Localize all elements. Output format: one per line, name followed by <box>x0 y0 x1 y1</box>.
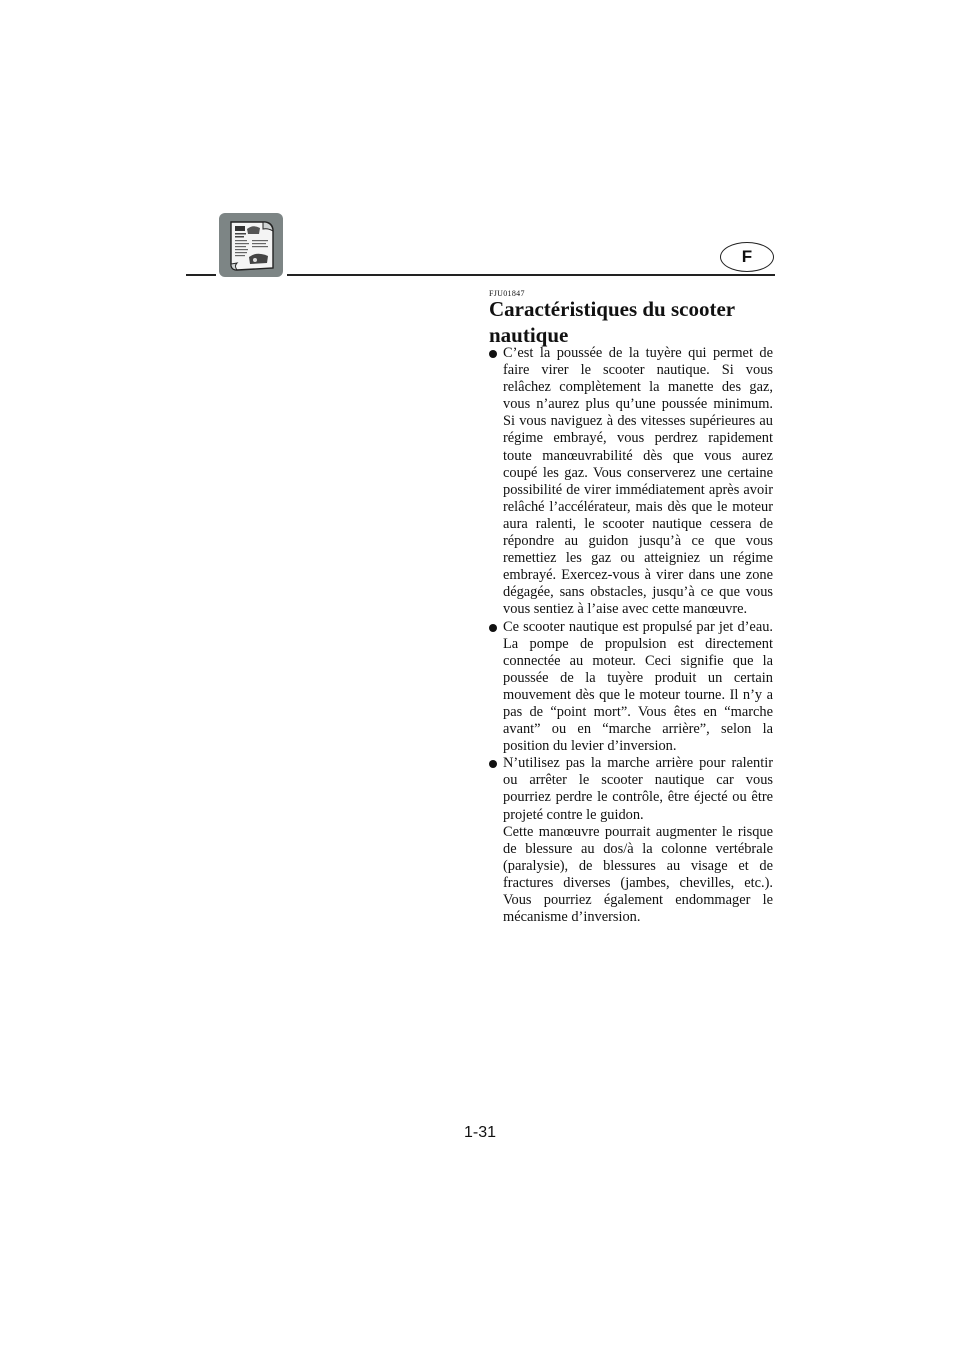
list-item-text: Ce scooter nautique est propulsé par jet d’eau. La pompe de propulsion est directement connectée au moteur. Ceci signifie que la poussée de la tuyère produit un certain mouvement dès que le moteur tourne. Il n’y a pas de “point mort”. Vous êtes en “marche avant” ou en “marche arrière”, selon la position du levier d’inversion. <box>503 618 773 755</box>
bullet-icon <box>489 350 497 358</box>
section-code: FJU01847 <box>489 289 525 298</box>
characteristics-list <box>489 345 773 926</box>
list-item <box>489 345 773 619</box>
list-item-text: N’utilisez pas la marche arrière pour ralentir ou arrêter le scooter nautique car vous pourriez perdre le contrôle, être éjecté ou être projeté contre le guidon. <box>503 755 773 823</box>
bullet-icon <box>489 760 497 768</box>
header-rule-left <box>186 274 216 276</box>
page-number: 1-31 <box>463 1124 497 1141</box>
section-title: Caractéristiques du scooter nautique <box>489 297 735 347</box>
bullet-icon <box>489 624 497 632</box>
list-item <box>489 619 773 756</box>
language-badge: F <box>720 242 774 272</box>
list-item <box>489 755 773 926</box>
list-item-text: Cette manœuvre pourrait augmenter le risque de blessure au dos/à la colonne vertébrale (paralysie), de blessures au visage et de fractures diverses (jambes, chevilles, etc.). Vous pourriez également endommager le mécanisme d’inversion. <box>503 823 773 926</box>
list-item-text: C’est la poussée de la tuyère qui permet de faire virer le scooter nautique. Si vous relâchez complètement la manette des gaz, vous n’aurez plus qu’une poussée minimum. Si vous naviguez à des vitesses supérieures au régime embrayé, vous perdrez rapidement toute manœuvrabilité dès que vous aurez coupé les gaz. Vous conserverez une certaine possibilité de virer immédiatement après avoir relâché l’accélérateur, mais dès que le moteur aura ralenti, le scooter nautique cessera de répondre au guidon jusqu’à ce que vous remettiez les gaz ou atteigniez un régime embrayé. Exercez-vous à virer dans une zone dégagée, sans obstacles, jusqu’à ce que vous vous sentiez à l’aise avec cette manœuvre. <box>503 345 773 618</box>
manual-book-icon <box>219 213 283 277</box>
header-rule-right <box>287 274 775 276</box>
